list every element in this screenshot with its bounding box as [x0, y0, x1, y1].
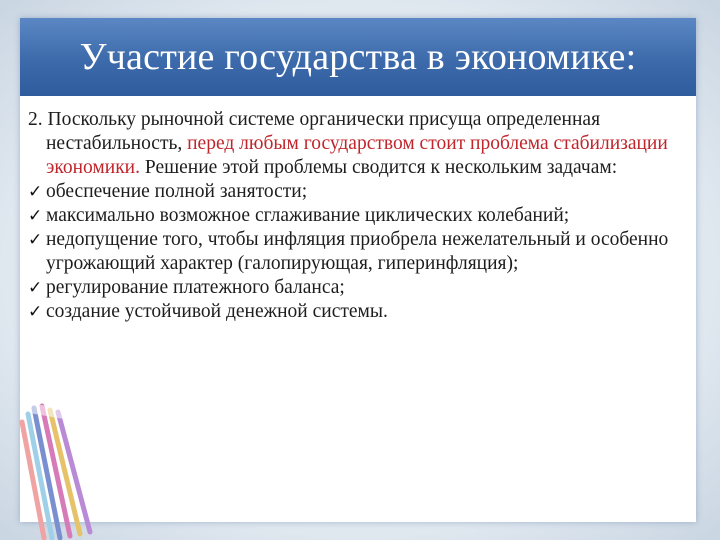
checkmark-icon: ✓	[28, 206, 43, 226]
intro-text-before: Поскольку рыночной системе органически присуща определенная нестабильность,	[42, 109, 601, 154]
list-item	[28, 300, 690, 324]
list-item	[28, 180, 690, 204]
checkmark-icon: ✓	[28, 278, 43, 298]
title-bar	[20, 18, 696, 96]
intro-text-after: Решение этой проблемы сводится к нескольким задачам:	[139, 157, 618, 178]
list-item	[28, 276, 690, 300]
list-item-text: обеспечение полной занятости;	[46, 181, 308, 202]
list-item-text: регулирование платежного баланса;	[46, 277, 345, 298]
intro-paragraph	[28, 108, 690, 180]
checkmark-icon: ✓	[28, 182, 43, 202]
list-item	[28, 228, 690, 276]
slide-title: Участие государства в экономике:	[79, 36, 637, 78]
checkmark-icon: ✓	[28, 302, 43, 322]
intro-text-highlight: перед любым государством стоит проблема стабилизации экономики.	[46, 133, 668, 178]
checkmark-icon: ✓	[28, 230, 43, 250]
list-item-text: создание устойчивой денежной системы.	[46, 301, 388, 322]
list-item	[28, 204, 690, 228]
list-item-text: максимально возможное сглаживание циклических колебаний;	[46, 205, 570, 226]
slide-content	[28, 108, 690, 324]
intro-number: 2.	[28, 109, 43, 130]
list-item-text: недопущение того, чтобы инфляция приобрела нежелательный и особенно угрожающий характер (галопирующая, гиперинфляция);	[46, 229, 669, 274]
